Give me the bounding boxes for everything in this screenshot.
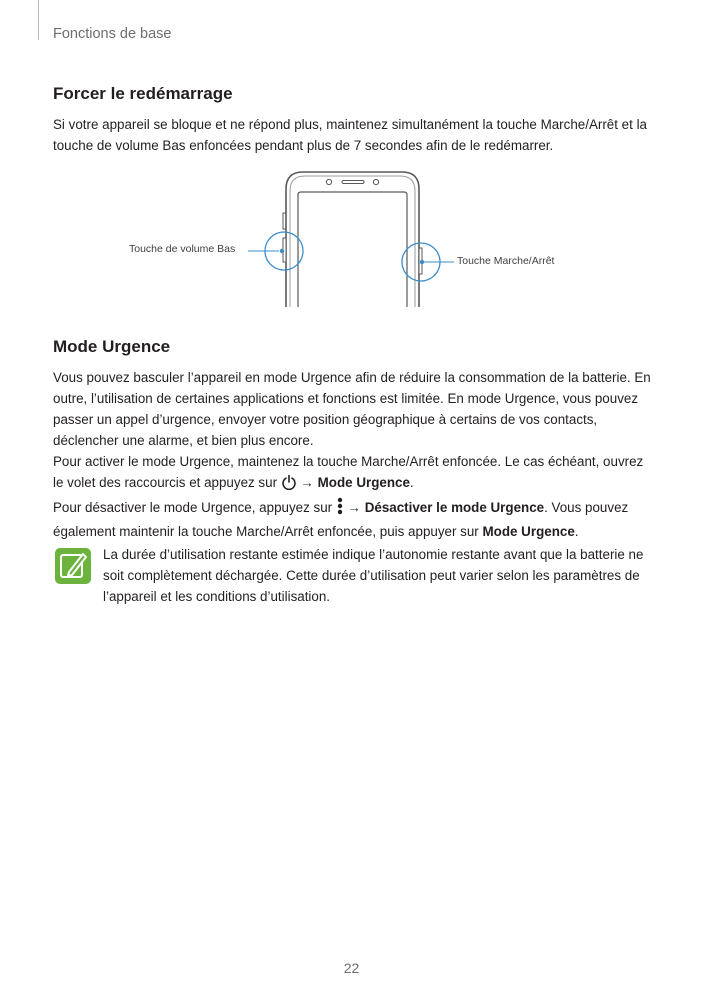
deactivate-target-2: Mode Urgence [482,524,575,539]
activate-target: Mode Urgence [317,475,410,490]
label-volume-down-key: Touche de volume Bas [129,243,236,255]
deactivate-target: Désactiver le mode Urgence [364,500,545,515]
label-power-key: Touche Marche/Arrêt [457,255,555,267]
deactivate-text-continued: . Vous pouvez également maintenir la touche Marche/Arrêt enfoncée, puis appuyer sur [53,500,629,539]
note-pencil-icon [55,548,91,584]
arrow: → [300,475,314,490]
emergency-mode-intro: Vous pouvez basculer l’appareil en mode Urgence afin de réduire la consommation de la batterie. En outre, l’utilisation de certaines applications et fonctions est limitée. En mode Urgence, vous pouvez passer un appel d’urgence, envoyer votre position géographique à certains de vos contacts, déclencher une alarme, et bien plus encore. [53,370,651,448]
section-title-emergency-mode: Mode Urgence [53,337,171,356]
period: . [409,475,414,490]
emergency-mode-deactivate [53,497,653,542]
margin-rule [38,0,39,40]
period: . [574,524,579,539]
arrow: → [347,500,361,515]
page-number: 22 [343,960,360,976]
phone-outline-illustration [120,165,590,307]
deactivate-text: Pour désactiver le mode Urgence, appuyez sur [53,500,333,515]
running-header: Fonctions de base [53,26,172,42]
device-illustration [120,165,590,307]
activate-text: Pour activer le mode Urgence, maintenez la touche Marche/Arrêt enfoncée. Le cas échéant, ouvrez le volet des raccourcis et appuyez sur [53,454,644,490]
more-options-icon [336,497,344,521]
forced-restart-body: Si votre appareil se bloque et ne répond plus, maintenez simultanément la touche Marche/Arrêt et la touche de volume Bas enfoncées pendant plus de 7 secondes afin de le redémarrer. [53,117,647,153]
emergency-mode-activate [53,451,653,496]
note-text: La durée d’utilisation restante estimée indique l’autonomie restante avant que la batterie ne soit complètement déchargée. Cette durée d’utilisation peut varier selon les paramètres de l’appareil et les conditions d’utilisation. [103,547,644,604]
section-title-forced-restart: Forcer le redémarrage [53,84,233,103]
power-icon [281,474,297,496]
